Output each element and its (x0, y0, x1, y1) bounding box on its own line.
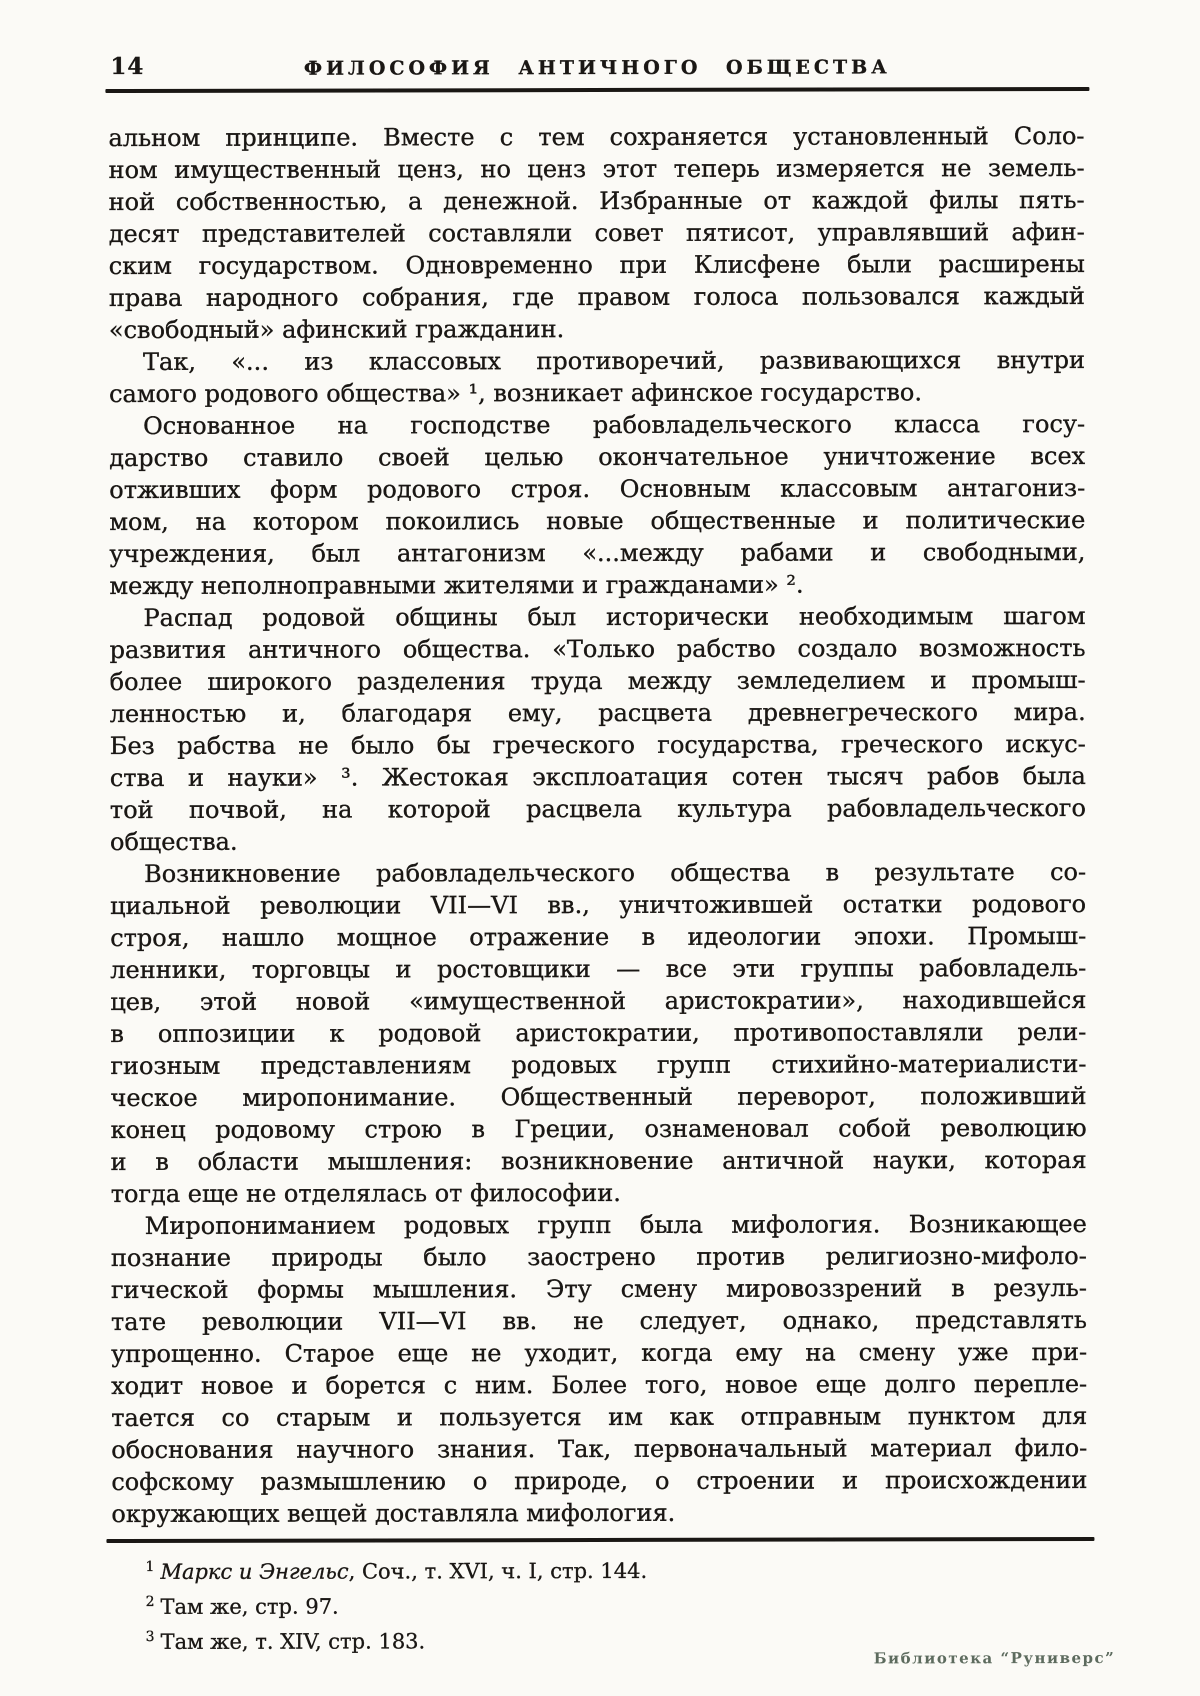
footnotes (111, 1550, 1087, 1657)
footnote-marker: 3 (145, 1628, 155, 1645)
text-line: конец родовому строю в Греции, ознаменовал собой революцию (110, 1113, 1087, 1145)
text-line: ленники, торговцы и ростовщики — все эти группы рабовладель- (110, 953, 1087, 985)
text-line: Возникновение рабовладельческого общества в результате со- (144, 857, 1087, 888)
text-line: Основанное на господстве рабовладельческого класса госу- (143, 409, 1086, 440)
text-line: тате революции VII—VI вв. не следует, однако, представлять (110, 1305, 1088, 1337)
header-rule (105, 87, 1089, 93)
text-line: самого родового общества» ¹, возникает афинское государство. (109, 378, 923, 409)
paragraph (109, 600, 1086, 858)
text-line: окружающих вещей доставляла мифология. (111, 1498, 676, 1529)
paragraph (109, 408, 1085, 602)
text-line: тается со старым и пользуется им как отправным пунктом для (111, 1401, 1088, 1433)
text-line: учреждения, был антагонизм «...между рабами и свободными, (109, 537, 1086, 569)
text-line: упрощенно. Старое еще не уходит, когда ему на смену уже при- (111, 1337, 1088, 1369)
text-line: ходит новое и борется с ним. Более того, новое еще долго перепле- (111, 1369, 1088, 1401)
footnote: $^2$ Там же, стр. 97. (145, 1593, 339, 1619)
text-line: и в области мышления: возникновение античной науки, которая (110, 1145, 1087, 1177)
footnote-marker: 2 (145, 1593, 155, 1610)
text-line: дарство ставило своей целью окончательное уничтожение всех (109, 441, 1086, 473)
text-line: тогда еще не отделялась от философии. (110, 1178, 621, 1209)
text-line: «свободный» афинский гражданин. (108, 315, 565, 345)
text-line: ленностью и, благодаря ему, расцвета древнегреческого мира. (109, 697, 1086, 729)
text-line: софскому размышлению о природе, о строении и происхождении (111, 1465, 1088, 1497)
text-line: Миропониманием родовых групп была мифология. Возникающее (144, 1209, 1087, 1240)
text-line: между неполноправными жителями и гражданами» ². (109, 570, 804, 601)
text-line: строя, нашло мощное отражение в идеологии эпохи. Промыш- (110, 921, 1087, 953)
library-watermark: Библиотека “Руниверс” (873, 1648, 1116, 1668)
text-line: познание природы было заострено против религиозно-мифоло- (110, 1241, 1087, 1273)
text-line: гической формы мышления. Эту смену мировоззрений в резуль- (110, 1273, 1087, 1305)
text-line: мом, на котором покоились новые общественные и политические (109, 505, 1086, 537)
text-line: ским государством. Одновременно при Клисфене были расширены (108, 249, 1085, 281)
text-line: отживших форм родового строя. Основным классовым антагониз- (109, 473, 1086, 505)
text-line: той почвой, на которой расцвела культура рабовладельческого (109, 793, 1086, 825)
text-line: обоснования научного знания. Так, первоначальный материал фило- (111, 1433, 1088, 1465)
footnote-marker: 1 (145, 1558, 155, 1575)
running-header-title: ФИЛОСОФИЯ АНТИЧНОГО ОБЩЕСТВА (304, 56, 891, 80)
paragraph (110, 856, 1087, 1210)
footnote: $^3$ Там же, т. XIV, стр. 183. (145, 1628, 426, 1654)
text-line: цев, этой новой «имущественной аристократии», находившейся (110, 985, 1087, 1017)
footnote-rule (106, 1537, 1094, 1543)
text-line: права народного собрания, где правом голоса пользовался каждый (108, 281, 1085, 313)
footnote: $^1$ Маркс и Энгельс, Соч., т. XVI, ч. I, стр. 144. (145, 1558, 648, 1584)
text-line: альном принципе. Вместе с тем сохраняется установленный Соло- (108, 121, 1085, 153)
footnote-source: Маркс и Энгельс (160, 1559, 349, 1584)
paragraph (108, 120, 1084, 346)
text-line: Без рабства не было бы греческого государства, греческого искус- (109, 729, 1086, 761)
text-line: десят представителей составляли совет пятисот, управлявший афин- (108, 217, 1085, 249)
text-line: развития античного общества. «Только рабство создало возможность (109, 633, 1086, 665)
text-line: гиозным представлениям родовых групп стихийно-материалисти- (110, 1049, 1087, 1081)
paragraph (111, 1208, 1088, 1530)
paragraph (109, 344, 1085, 410)
text-line: ном имущественный ценз, но ценз этот теперь измеряется не земель- (108, 153, 1085, 185)
text-line: в оппозиции к родовой аристократии, противопоставляли рели- (110, 1017, 1087, 1049)
body-text (108, 120, 1087, 1530)
text-line: более широкого разделения труда между земледелием и промыш- (109, 665, 1086, 697)
text-line: ческое миропонимание. Общественный переворот, положивший (110, 1081, 1087, 1113)
text-line: общества. (109, 827, 238, 857)
page-number: 14 (110, 52, 145, 81)
text-line: циальной революции VII—VI вв., уничтожившей остатки родового (110, 889, 1087, 921)
text-line: ной собственностью, а денежной. Избранные от каждой филы пять- (108, 185, 1085, 217)
text-line: Так, «... из классовых противоречий, развивающихся внутри (142, 345, 1086, 376)
text-line: Распад родовой общины был исторически необходимым шагом (143, 601, 1086, 632)
text-line: ства и науки» ³. Жестокая эксплоатация сотен тысяч рабов была (109, 761, 1086, 793)
